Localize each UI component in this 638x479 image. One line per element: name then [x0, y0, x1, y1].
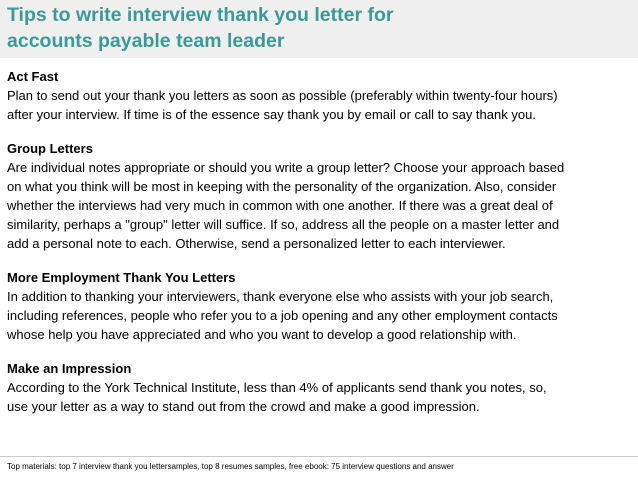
section-body [7, 378, 633, 416]
body-line: whose help you have appreciated and who you want to develop a good relationship with. [7, 327, 517, 342]
section-body [7, 158, 633, 253]
section-body [7, 287, 633, 344]
body-line: Are individual notes appropriate or should you write a group letter? Choose your approach based [7, 160, 565, 175]
section-body [7, 86, 633, 124]
section-make-impression [7, 359, 633, 416]
body-line: whether the interviews had very much in common with one another. If there was a great deal of [7, 198, 553, 213]
footer-text: Top materials: top 7 interview thank you lettersamples, top 8 resumes samples, free ebook: 75 interview questions and answer [7, 462, 454, 471]
section-more-employment [7, 268, 633, 344]
main-content [7, 67, 633, 431]
section-heading: Make an Impression [7, 361, 132, 376]
section-heading: Act Fast [7, 69, 59, 84]
body-line: In addition to thanking your interviewers, thank everyone else who assists with your job search, [7, 289, 554, 304]
body-line: According to the York Technical Institute, less than 4% of applicants send thank you notes, so, [7, 380, 547, 395]
page-title-line-1: Tips to write interview thank you letter for [7, 4, 394, 26]
section-act-fast [7, 67, 633, 124]
body-line: similarity, perhaps a "group" letter will suffice. If so, address all the people on a master letter and [7, 217, 560, 232]
body-line: including references, people who refer you to a job opening and any other employment contacts [7, 308, 558, 323]
body-line: after your interview. If time is of the essence say thank you by email or call to say thank you. [7, 107, 536, 122]
page-title [7, 2, 627, 54]
body-line: add a personal note to each. Otherwise, send a personalized letter to each interviewer. [7, 236, 506, 251]
page-title-line-2: accounts payable team leader [7, 30, 285, 52]
section-group-letters [7, 139, 633, 253]
section-heading: Group Letters [7, 141, 93, 156]
footer-divider [0, 456, 638, 457]
section-heading: More Employment Thank You Letters [7, 270, 236, 285]
body-line: use your letter as a way to stand out from the crowd and make a good impression. [7, 399, 480, 414]
body-line: on what you think will be most in keeping with the personality of the organization. Also, consider [7, 179, 557, 194]
body-line: Plan to send out your thank you letters as soon as possible (preferably within twenty-four hours) [7, 88, 558, 103]
